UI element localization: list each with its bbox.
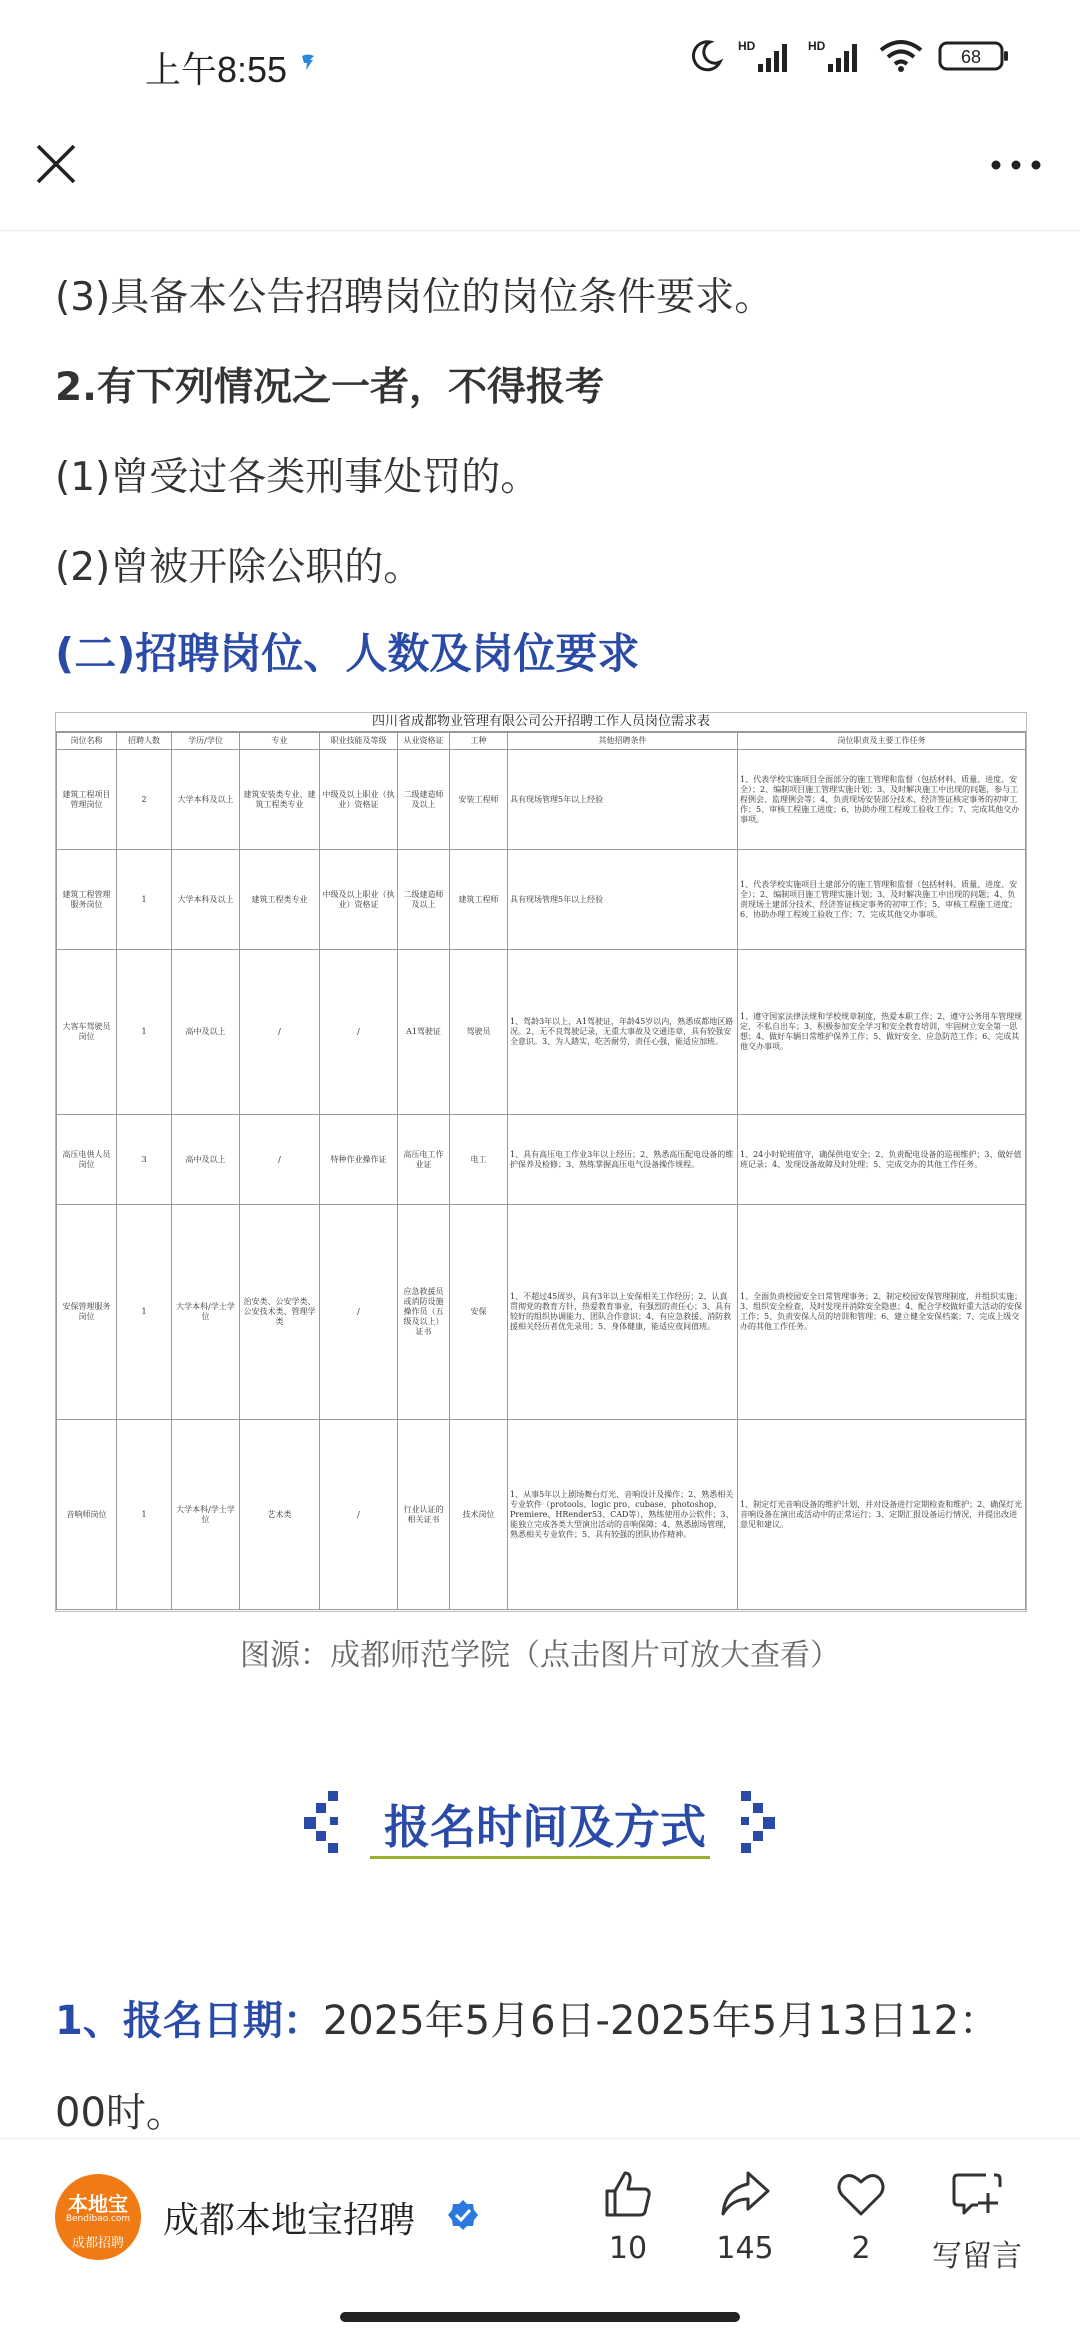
table-cell: 高中及以上 (172, 1115, 240, 1205)
table-cell: 1、制定灯光音响设备的维护计划，并对设备进行定期检查和维护；2、确保灯光音响设备在演出或活动中的正常运行；3、定期汇报设备运行情况，并提出改进意见和建议。 (738, 1420, 1026, 1610)
comment-add-icon (950, 2167, 1004, 2221)
table-cell: 具有现场管理5年以上经验 (508, 850, 738, 950)
col-header: 工种 (450, 733, 508, 750)
table-cell: 建筑工程管理服务岗位 (57, 850, 117, 950)
table-cell: / (320, 1205, 398, 1420)
table-cell: 应急救援员或消防设施操作员（五级及以上）证书 (398, 1205, 450, 1420)
col-header: 其他招聘条件 (508, 733, 738, 750)
account-name[interactable]: 成都本地宝招聘 (163, 2200, 416, 2241)
table-cell: 技术岗位 (450, 1420, 508, 1610)
favorite-count: 2 (851, 2231, 871, 2266)
registration-date (55, 1975, 1035, 2159)
signal-icon-1 (738, 38, 794, 74)
status-time: 上午8:55 (145, 49, 288, 90)
write-comment-button[interactable] (922, 2167, 1032, 2275)
thumbs-up-icon (601, 2167, 655, 2221)
telecom-icon (296, 50, 320, 74)
footer-bar (0, 2138, 1080, 2309)
table-cell: / (320, 950, 398, 1115)
share-count: 145 (716, 2231, 774, 2266)
table-cell: 二级建造师及以上 (398, 750, 450, 850)
table-cell: 大学本科及以上 (172, 750, 240, 850)
table-cell: / (240, 1115, 320, 1205)
table-cell: 1 (117, 1205, 172, 1420)
table-cell: 1 (117, 950, 172, 1115)
registration-date-label: 1、报名日期： (55, 1998, 323, 2044)
table-cell: 1 (117, 1420, 172, 1610)
table-cell: 高中及以上 (172, 950, 240, 1115)
share-button[interactable] (690, 2167, 800, 2266)
table-cell: 建筑安装类专业、建筑工程类专业 (240, 750, 320, 850)
col-header: 岗位名称 (57, 733, 117, 750)
table-cell: 1、代表学校实施项目土建部分的施工管理和监督（包括材料、质量、进度、安全）；2、编制项目施工管理实施计划；3、及时解决施工中出现的问题；4、负责现场土建部分技术、经济签证核定事务的初审工作；5、审核工程施工进度；6、协助办理工程竣工验收工作；7、完成其他交办事项。 (738, 850, 1026, 950)
home-indicator[interactable] (340, 2312, 740, 2322)
table-cell: 中级及以上职业（执业）资格证 (320, 850, 398, 950)
table-cell: / (240, 950, 320, 1115)
account-avatar[interactable] (55, 2174, 141, 2260)
col-header: 招聘人数 (117, 733, 172, 750)
logo-text-mid: Bendibao.com (65, 2214, 131, 2224)
col-header: 从业资格证 (398, 733, 450, 750)
table-cell: 高压电供人员岗位 (57, 1115, 117, 1205)
table-cell: 1、24小时轮班值守，确保供电安全；2、负责配电设备的巡视维护；3、做好值班记录；4、发现设备故障及时处理；5、完成交办的其他工作任务。 (738, 1115, 1026, 1205)
col-header: 职业技能及等级 (320, 733, 398, 750)
positions-heading: (二)招聘岗位、人数及岗位要求 (55, 629, 640, 678)
table-cell: 安装工程师 (450, 750, 508, 850)
table-row (57, 950, 1026, 1115)
table-cell: 艺术类 (240, 1420, 320, 1610)
table-cell: 音响师岗位 (57, 1420, 117, 1610)
registration-date-text: 2025年5月6日-2025年5月13日12：00时。 (55, 1998, 1000, 2136)
table-cell: 1 (117, 850, 172, 950)
comment-label: 写留言 (932, 2239, 1022, 2274)
table-row (57, 750, 1026, 850)
table-cell: 1、驾龄3年以上，A1驾驶证，年龄45岁以内，熟悉成都地区路况。2、无不良驾驶记录，无重大事故及交通违章，具有较强安全意识。3、为人踏实，吃苦耐劳，责任心强，能适应加班。 (508, 950, 738, 1115)
table-cell: 特种作业操作证 (320, 1115, 398, 1205)
status-icons (688, 38, 1010, 74)
table-cell: 高压电工作业证 (398, 1115, 450, 1205)
logo-text-bottom: 成都招聘 (71, 2236, 124, 2251)
table-cell: 行业认证的相关证书 (398, 1420, 450, 1610)
col-header: 学历/学位 (172, 733, 240, 750)
section-title-text: 报名时间及方式 (384, 1800, 706, 1854)
net-label-1: HD (738, 39, 756, 53)
table-cell: 安保 (450, 1205, 508, 1420)
table-cell: 电工 (450, 1115, 508, 1205)
heart-icon (834, 2167, 888, 2221)
favorite-button[interactable] (806, 2167, 916, 2266)
moon-icon (688, 38, 724, 74)
more-options-icon[interactable] (986, 150, 1046, 180)
table-cell: 大客车驾驶员岗位 (57, 950, 117, 1115)
table-cell: 二级建造师及以上 (398, 850, 450, 950)
like-count: 10 (608, 2231, 648, 2266)
table-cell: 具有现场管理5年以上经验 (508, 750, 738, 850)
table-cell: 大学本科/学士学位 (172, 1205, 240, 1420)
top-bar (0, 120, 1080, 231)
table-row (57, 1420, 1026, 1610)
condition-line-3: (3)具备本公告招聘岗位的岗位条件要求。 (55, 275, 774, 320)
like-button[interactable] (573, 2167, 683, 2266)
table-cell: 2 (117, 750, 172, 850)
table-header-row (57, 733, 1026, 750)
positions-table-image[interactable] (55, 712, 1027, 1612)
battery-icon (938, 38, 1010, 74)
share-icon (718, 2167, 772, 2221)
wifi-icon (878, 38, 924, 74)
disqualify-item-1: (1)曾受过各类刑事处罚的。 (55, 455, 540, 500)
table-title: 四川省成都物业管理有限公司公开招聘工作人员岗位需求表 (56, 713, 1026, 732)
article-content (55, 230, 1035, 682)
net-label-2: HD (808, 39, 826, 53)
status-bar (0, 0, 1080, 130)
table-cell: 中级及以上职业（执业）资格证 (320, 750, 398, 850)
verified-icon (447, 2199, 479, 2231)
table-cell: A1驾驶证 (398, 950, 450, 1115)
table-cell: 1、不超过45周岁，具有3年以上安保相关工作经历；2、认真贯彻党的教育方针，热爱教育事业，有强烈的责任心；3、具有较好的组织协调能力、团队合作意识；4、有应急救援、消防救援相关经历者优先录用；5、身体健康，能适应夜间值班。 (508, 1205, 738, 1420)
table-cell: 1、全面负责校园安全日常管理事务；2、制定校园安保管理制度，并组织实施；3、组织安全检查，及时发现并消除安全隐患；4、配合学校做好重大活动的安保工作；5、负责安保人员的培训和管理；6、建立健全安保档案；7、完成上级交办的其他工作任务。 (738, 1205, 1026, 1420)
section-decoration-left-icon (302, 1791, 346, 1861)
table-cell: 治安类、公安学类、公安技术类、管理学类 (240, 1205, 320, 1420)
col-header: 专业 (240, 733, 320, 750)
col-header: 岗位职责及主要工作任务 (738, 733, 1026, 750)
signal-icon-2 (808, 38, 864, 74)
table-cell: 建筑工程师 (450, 850, 508, 950)
table-cell: / (320, 1420, 398, 1610)
table-cell: 建筑工程项目管理岗位 (57, 750, 117, 850)
table-row (57, 850, 1026, 950)
table-row (57, 1205, 1026, 1420)
battery-level: 68 (960, 47, 982, 67)
logo-text-top: 本地宝 (68, 2192, 128, 2216)
close-icon[interactable] (34, 142, 78, 186)
table-cell: 1、代表学校实施项目全面部分的施工管理和监督（包括材料、质量、进度、安全）；2、编制项目施工管理实施计划；3、及时解决施工中出现的问题，参与工程例会、监理例会等；4、负责现场安装部分技术、经济签证核定事务的初审工作；5、审核工程施工进度；6、协助办理工程竣工验收工作；7、完成其他交办事项。 (738, 750, 1026, 850)
table-cell: 1、具有高压电工作业3年以上经历；2、熟悉高压配电设备的维护保养及检修；3、熟练掌握高压电气设备操作规程。 (508, 1115, 738, 1205)
table-cell: 3 (117, 1115, 172, 1205)
table-cell: 1、遵守国家法律法规和学校规章制度，热爱本职工作；2、遵守公务用车管理规定，不私自出车；3、积极参加安全学习和安全教育培训，牢固树立安全第一思想；4、做好车辆日常维护保养工作；5、做好安全、应急防范工作；6、完成其他交办事项。 (738, 950, 1026, 1115)
table-cell: 安保管理服务岗位 (57, 1205, 117, 1420)
image-caption: 图源：成都师范学院（点击图片可放大查看） (240, 1638, 840, 1673)
table-row (57, 1115, 1026, 1205)
section-title (0, 1785, 1080, 1865)
positions-table (56, 732, 1026, 1610)
table-cell: 建筑工程类专业 (240, 850, 320, 950)
disqualify-item-2: (2)曾被开除公职的。 (55, 545, 423, 590)
section-title-underline (370, 1856, 710, 1859)
table-cell: 大学本科及以上 (172, 850, 240, 950)
table-cell: 大学本科/学士学位 (172, 1420, 240, 1610)
table-cell: 驾驶员 (450, 950, 508, 1115)
disqualify-heading: 2.有下列情况之一者，不得报考 (55, 365, 604, 410)
section-decoration-right-icon (733, 1791, 777, 1861)
table-cell: 1、从事5年以上剧场舞台灯光、音响设计及操作；2、熟悉相关专业软件（protools、logic pro、cubase、photoshop、Premiere、HRender53、CAD等），熟练使用办公软件；3、能独立完成各类大型演出活动的音响保障；4、熟悉剧场管理，熟悉相关专业软件；5、具有较强的团队协作精神。 (508, 1420, 738, 1610)
